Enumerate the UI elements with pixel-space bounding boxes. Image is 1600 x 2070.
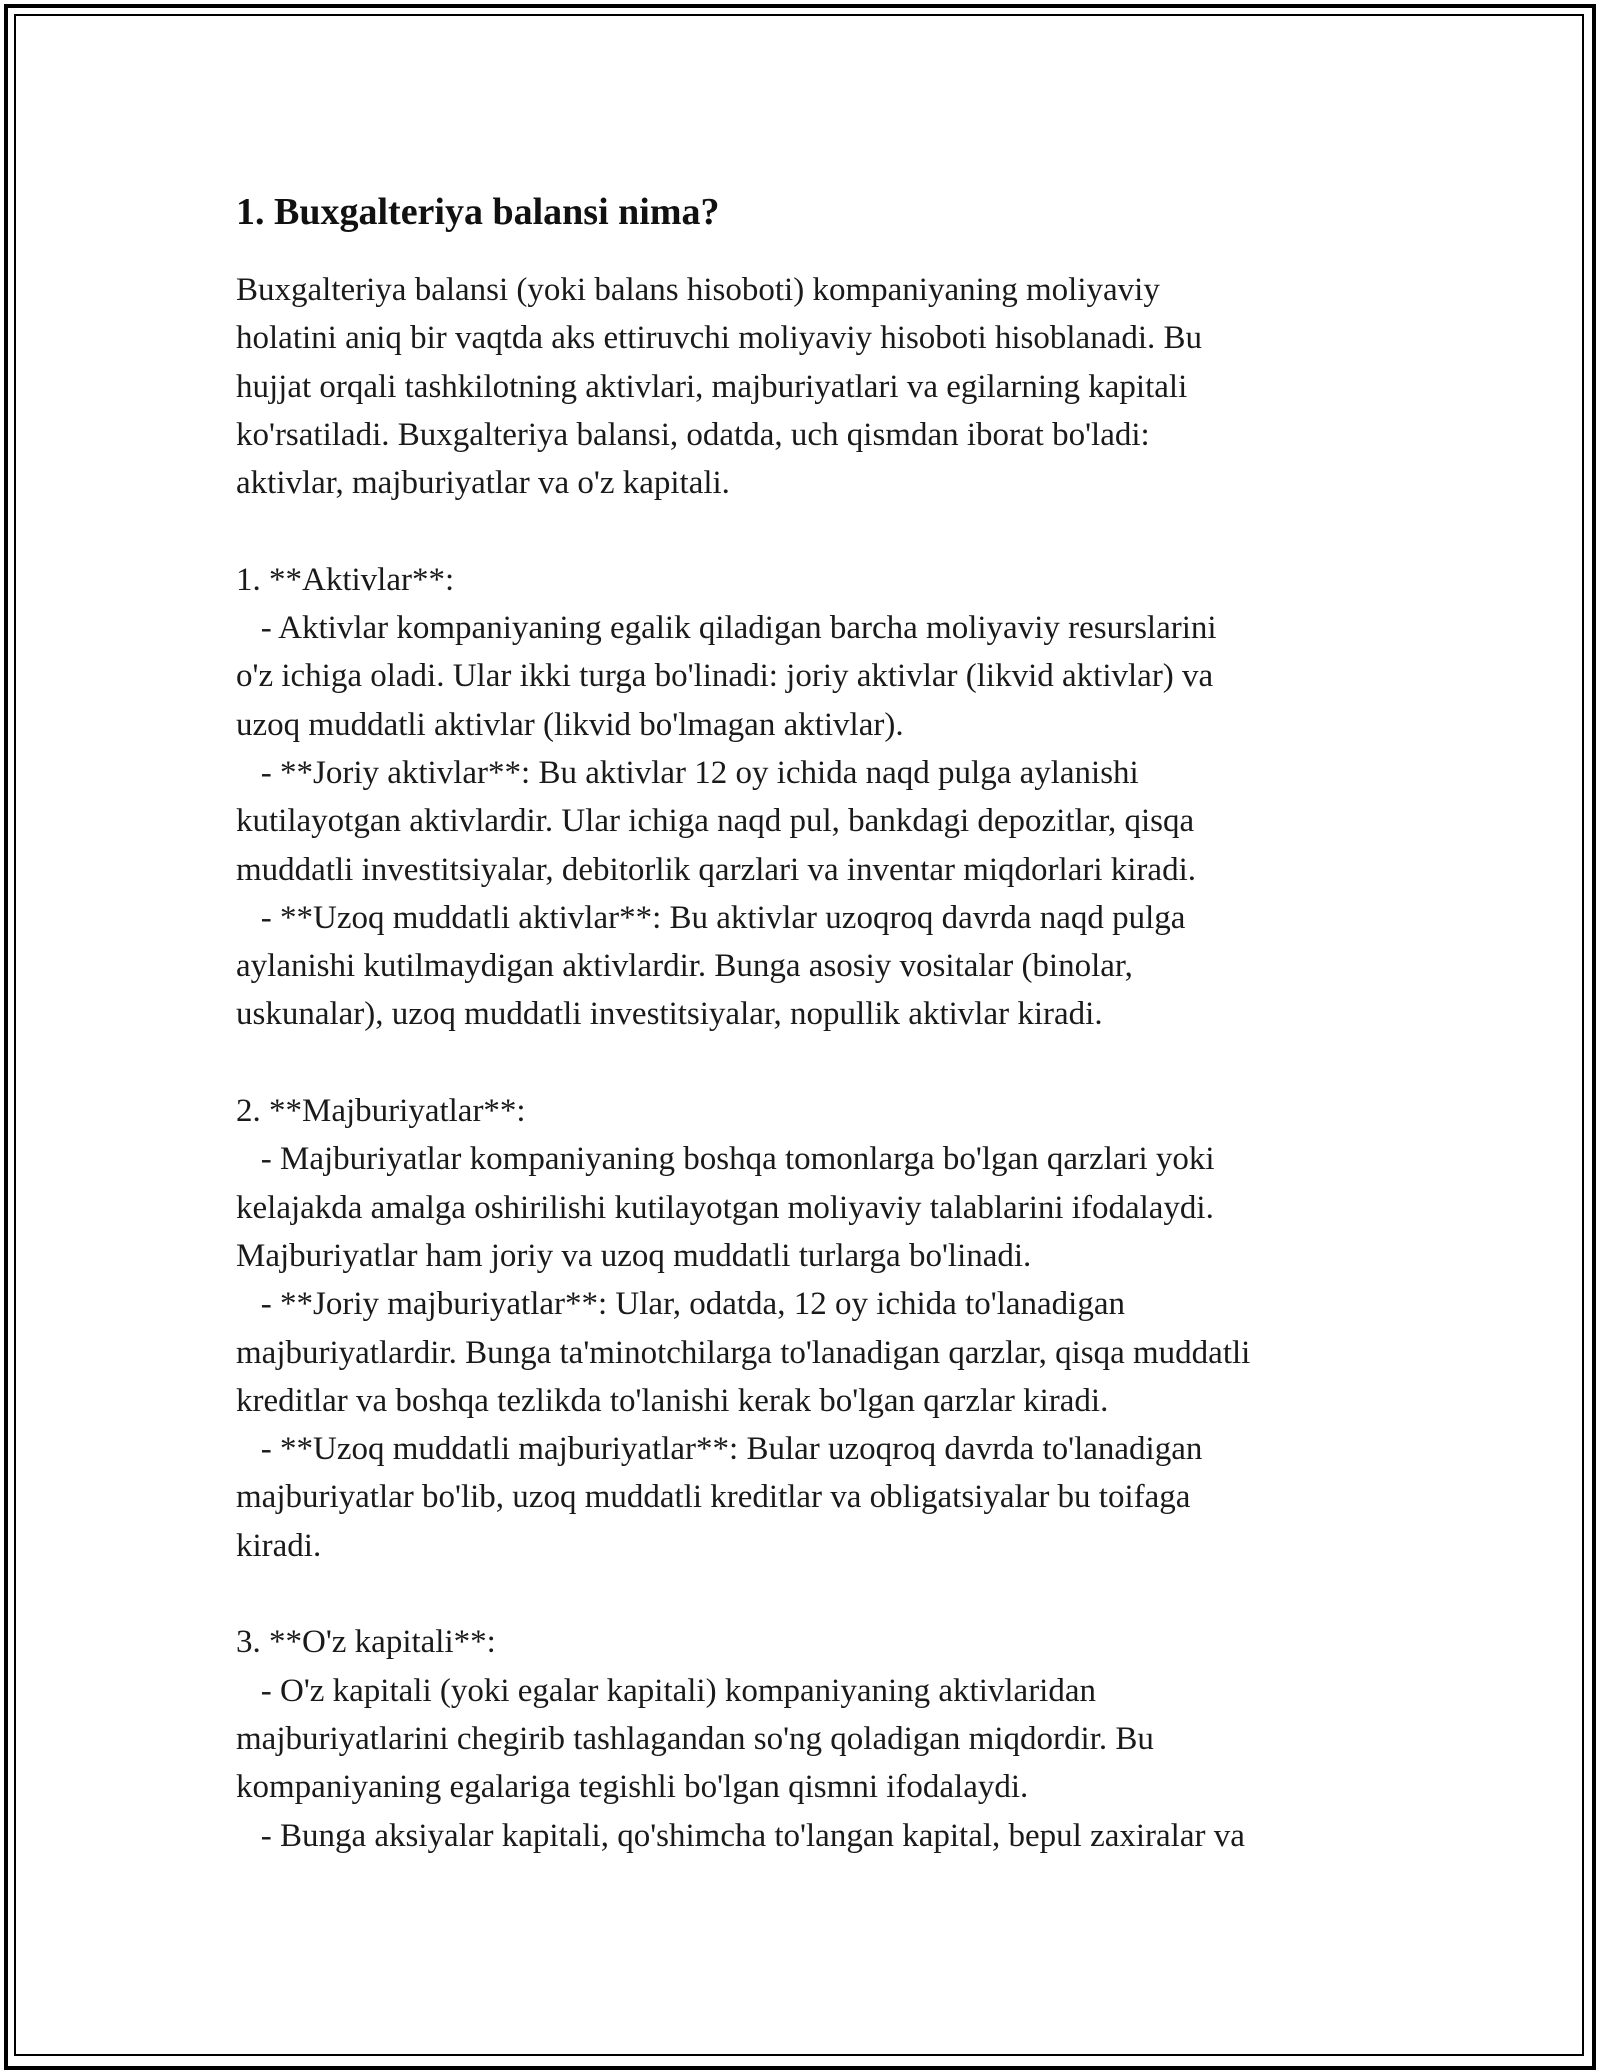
text-line: ko'rsatiladi. Buxgalteriya balansi, odatda, uch qismdan iborat bo'ladi: [236,416,1150,453]
text-line: hujjat orqali tashkilotning aktivlari, majburiyatlari va egilarning kapitali [236,368,1188,405]
text-line: 1. **Aktivlar**: [236,561,455,598]
blank-line [236,1039,1416,1087]
text-line: - **Uzoq muddatli majburiyatlar**: Bular uzoqroq davrda to'lanadigan [236,1431,1203,1468]
text-line: 3. **O'z kapitali**: [236,1624,496,1661]
text-line: kompaniyaning egalariga tegishli bo'lgan qismni ifodalaydi. [236,1769,1029,1806]
text-line: kelajakda amalga oshirilishi kutilayotgan moliyaviy talablarini ifodalaydi. [236,1189,1214,1226]
text-line: - **Uzoq muddatli aktivlar**: Bu aktivlar uzoqroq davrda naqd pulga [236,899,1186,936]
text-line: majburiyatlar bo'lib, uzoq muddatli kreditlar va obligatsiyalar bu toifaga [236,1479,1191,1516]
document-body [236,186,1416,1860]
text-line: - **Joriy aktivlar**: Bu aktivlar 12 oy ichida naqd pulga aylanishi [236,754,1139,791]
text-line: kutilayotgan aktivlardir. Ular ichiga naqd pul, bankdagi depozitlar, qisqa [236,803,1195,840]
text-line: kiradi. [236,1527,322,1564]
text-line: uzoq muddatli aktivlar (likvid bo'lmagan aktivlar). [236,706,904,743]
text-line: aktivlar, majburiyatlar va o'z kapitali. [236,465,730,502]
text-line: aylanishi kutilmaydigan aktivlardir. Bunga asosiy vositalar (binolar, [236,948,1133,985]
text-line: 2. **Majburiyatlar**: [236,1093,526,1130]
text-line: Majburiyatlar ham joriy va uzoq muddatli turlarga bo'linadi. [236,1237,1032,1274]
text-line: - Majburiyatlar kompaniyaning boshqa tomonlarga bo'lgan qarzlari yoki [236,1141,1215,1178]
text-line: Buxgalteriya balansi (yoki balans hisoboti) kompaniyaning moliyaviy [236,272,1160,308]
document-text [236,266,1416,1860]
text-line: kreditlar va boshqa tezlikda to'lanishi kerak bo'lgan qarzlar kiradi. [236,1382,1109,1419]
text-line: o'z ichiga oladi. Ular ikki turga bo'linadi: joriy aktivlar (likvid aktivlar) va [236,658,1214,695]
document-heading: 1. Buxgalteriya balansi nima? [236,191,720,233]
blank-line [236,1570,1416,1618]
text-line: uskunalar), uzoq muddatli investitsiyalar, nopullik aktivlar kiradi. [236,996,1103,1033]
text-line: majburiyatlardir. Bunga ta'minotchilarga to'lanadigan qarzlar, qisqa muddatli [236,1334,1251,1371]
text-line: majburiyatlarini chegirib tashlagandan so'ng qoladigan miqdordir. Bu [236,1720,1154,1757]
text-line: - Bunga aksiyalar kapitali, qo'shimcha to'langan kapital, bepul zaxiralar va [236,1817,1245,1854]
text-line: - O'z kapitali (yoki egalar kapitali) kompaniyaning aktivlaridan [236,1672,1096,1709]
blank-line [236,507,1416,555]
text-line: - Aktivlar kompaniyaning egalik qiladigan barcha moliyaviy resurslarini [236,610,1217,647]
text-line: - **Joriy majburiyatlar**: Ular, odatda, 12 oy ichida to'lanadigan [236,1286,1125,1323]
text-line: muddatli investitsiyalar, debitorlik qarzlari va inventar miqdorlari kiradi. [236,851,1196,888]
text-line: holatini aniq bir vaqtda aks ettiruvchi moliyaviy hisoboti hisoblanadi. Bu [236,320,1203,357]
